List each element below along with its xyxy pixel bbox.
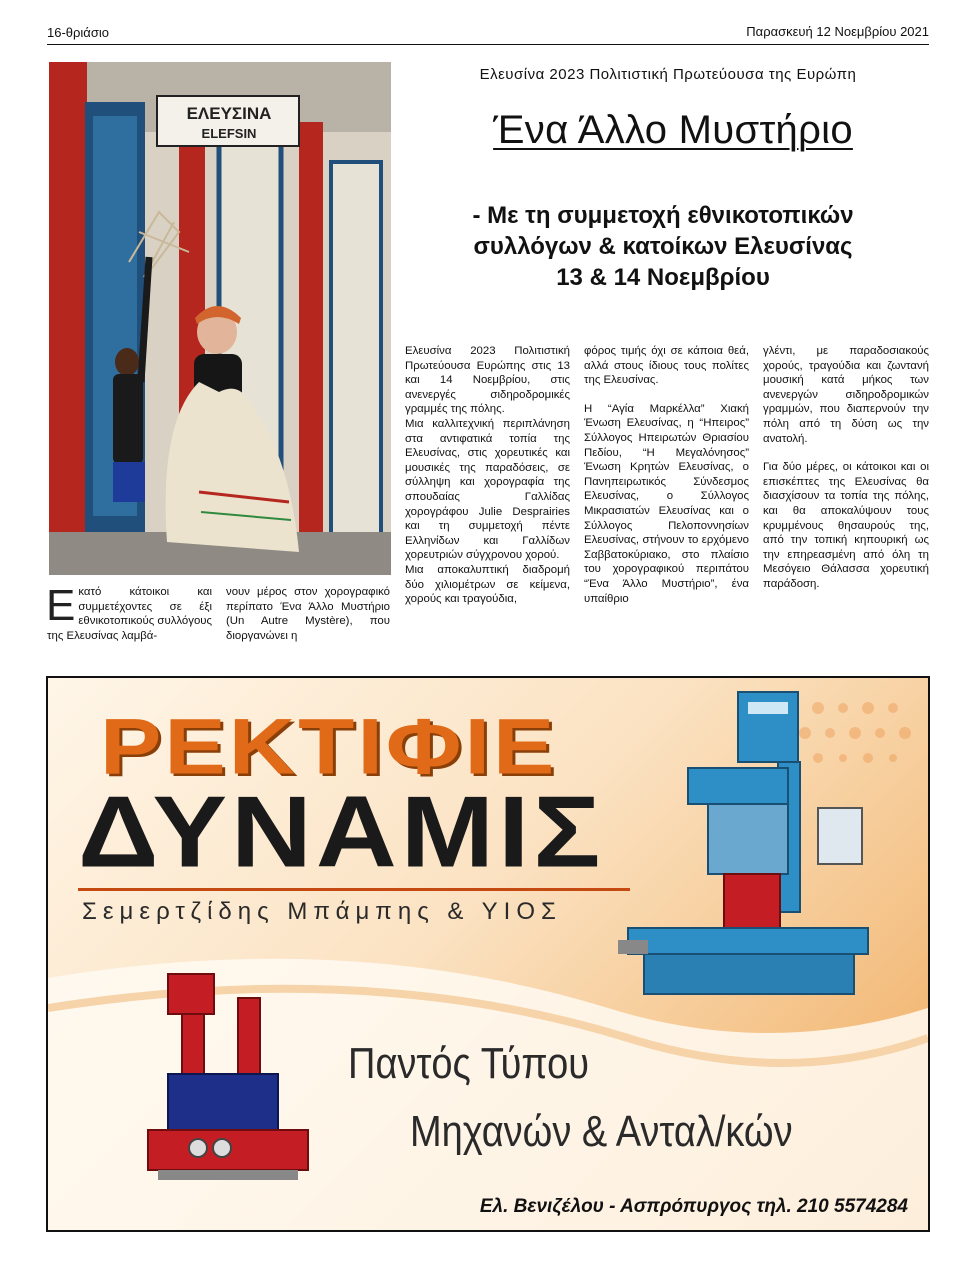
station-dancers-illustration [49, 62, 391, 575]
column-2-paragraph: νουν μέρος στον χορογραφικό περίπατο Ένα Άλλο Μυστήριο (Un Autre Mystère), που διοργανώνει η [226, 586, 390, 642]
station-sign-greek: ΕΛΕΥΣΙΝΑ [186, 104, 272, 123]
article-column-3 [405, 344, 570, 607]
article-kicker: Ελευσίνα 2023 Πολιτιστική Πρωτεύουσα της Ευρώπη [479, 66, 857, 83]
page-header [47, 22, 929, 45]
article-title: Ένα Άλλο Μυστήριο [493, 108, 853, 152]
column-3-paragraph-1: Ελευσίνα 2023 Πολιτιστική Πρωτεύουσα Ευρώπης στις 13 και 14 Νοεμβρίου, στις ανενεργές σιδηροδρομικές γραμμές της πόλης. [405, 345, 570, 416]
ad-slogan-line-1: Παντός Τύπου [348, 1040, 590, 1089]
ad-slogan-line-2: Μηχανών & Ανταλ/κών [410, 1108, 793, 1157]
column-5-paragraph-2: Για δύο μέρες, οι κάτοικοι και οι επισκέπτες της Ελευσίνας θα διασχίσουν τα τοπία της πόλης, και θα αποκαλύψουν τους κρυμμένους θησαυρούς της, από την τοπική κηπουρική ως την επηρεασμένη από όλη τη Μεσόγειο Θάλασσα χορευτική παράδοση. [763, 461, 929, 590]
article-photo [49, 62, 391, 575]
article-column-2 [226, 585, 390, 643]
brand-owner: Σεμερτζίδης Μπάμπης & ΥΙΟΣ [82, 898, 562, 925]
column-4-paragraph-2: Η “Αγία Μαρκέλλα” Χιακή Ένωση Ελευσίνας, η “Ηπειρος” Σύλλογος Ηπειρωτών Θριασίου Πεδίου, “Η Μεγαλόνησος” Ένωση Κρητών Ελευσίνας, ο Πανηπειρωτικός Σύνδεσμος Ελευσίνας, ο Σύλλογος Μικρασιατών Ελευσίνας και ο Σύλλογος Πελοποννησίων Ελευσίνας, στήνουν το ερχόμενο Σαββατοκύριακο, στο πλαίσιο του χορογραφικού περιπάτου “Ένα Άλλο Μυστήριο”, ένα υπαίθριο [584, 402, 749, 605]
subtitle-line-2: συλλόγων & κατοίκων Ελευσίνας [473, 233, 853, 260]
column-3-paragraph-3: Μια αποκαλυπτική διαδρομή δύο χιλιομέτρων σε κείμενα, χορούς και τραγούδια, [405, 563, 570, 606]
issue-date: Παρασκευή 12 Νοεμβρίου 2021 [746, 24, 929, 39]
article-column-5 [763, 344, 929, 592]
column-1-paragraph: κατό κάτοικοι και συμμετέχοντες σε έξι εθνικοτοπικούς συλλόγους της Ελευσίνας λαμβά- [47, 586, 212, 642]
brand-divider [78, 888, 630, 891]
ad-address-phone: Ελ. Βενιζέλου - Ασπρόπυργος τηλ. 210 5574284 [479, 1196, 908, 1217]
subtitle-line-3: 13 & 14 Νοεμβρίου [556, 264, 770, 291]
column-4-paragraph-1: φόρος τιμής όχι σε κάποια θεά, αλλά στους ίδιους τους πολίτες της Ελευσίνας. [584, 345, 749, 387]
subtitle-line-1: - Με τη συμμετοχή εθνικοτοπικών [472, 202, 854, 229]
article-column-1 [46, 581, 212, 643]
brand-name-line-1: ΡΕΚΤΙΦΙΕ [100, 702, 558, 791]
drop-cap: Ε [46, 581, 76, 630]
article-subtitle [408, 200, 918, 293]
station-sign-latin: ELEFSIN [201, 126, 257, 141]
column-5-paragraph-1: γλέντι, με παραδοσιακούς χορούς, τραγούδια και ζωντανή μουσική κατά μήκος των ανενεργών σιδηροδρομικών γραμμών, που διαπερνούν την πόλη από τη δύση ως την ανατολή. [763, 345, 929, 445]
brand-name-line-2: ΔΥΝΑΜΙΣ [78, 775, 605, 889]
page-number: 16-θριάσιο [47, 25, 109, 40]
article-column-4 [584, 344, 749, 606]
advertisement-box [46, 676, 930, 1232]
column-3-paragraph-2: Μια καλλιτεχνική περιπλάνηση στα αντιφατικά τοπία της Ελευσίνας, στις χορευτικές και μουσικές της παραδόσεις, σε σύλληψη και χορογραφία της σπουδαίας Γαλλίδας χορογράφου Julie Desprairies και τη συμμετοχή πέντε Ελληνίδων και Γαλλίδων χορευτριών σύγχρονου χορού. [405, 417, 570, 562]
